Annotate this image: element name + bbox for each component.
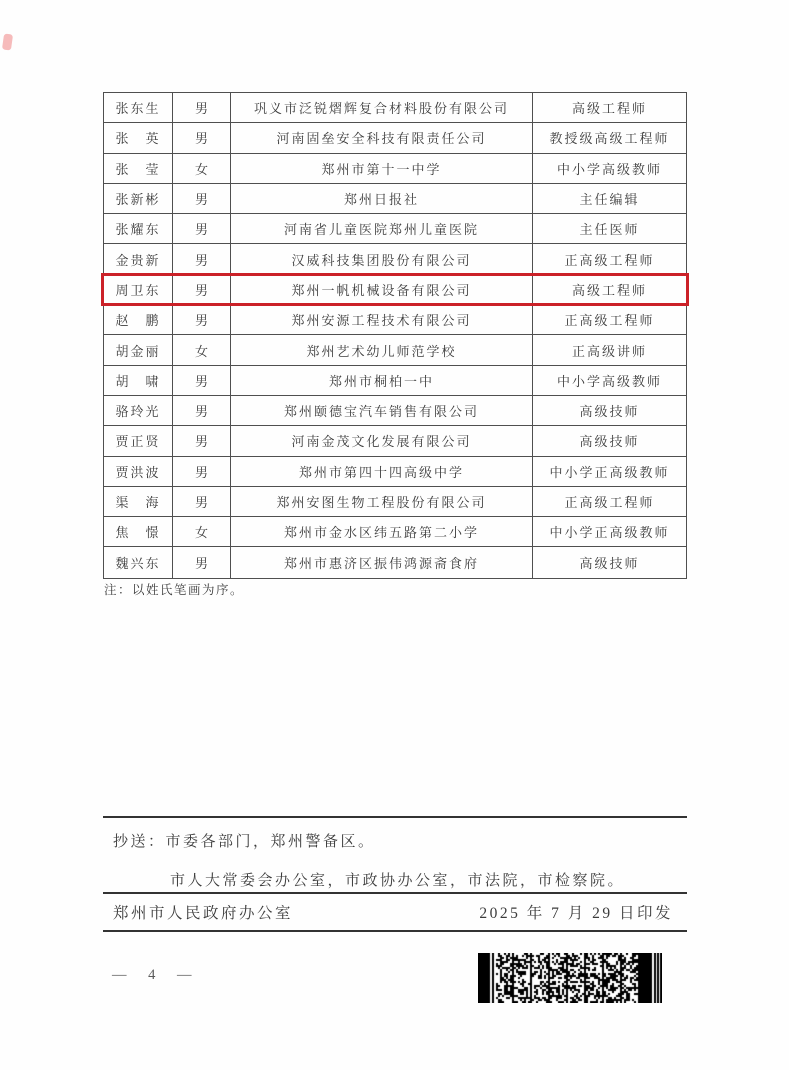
cell-name: 张耀东 [104,214,173,243]
cell-gender: 男 [173,396,231,425]
table-row [104,426,686,456]
cell-title: 高级技师 [579,556,640,572]
cell-unit: 河南固垒安全科技有限责任公司 [231,123,533,152]
cell-gender: 男 [173,214,231,243]
cell-gender: 男 [173,426,231,455]
cell-name: 张东生 [104,93,173,122]
cell-unit: 河南省儿童医院郑州儿童医院 [231,214,533,243]
cell-name: 张 莹 [104,154,173,183]
cell-unit: 郑州市桐柏一中 [231,366,533,395]
cell-name: 赵 鹏 [104,305,173,334]
cell-name: 贾洪波 [104,457,173,486]
issuer-name: 郑州市人民政府办公室 [113,905,294,922]
table-row [104,457,686,487]
cell-gender: 男 [173,93,231,122]
cell-unit: 郑州安源工程技术有限公司 [231,305,533,334]
cell-unit: 河南金茂文化发展有限公司 [231,426,533,455]
copy-to-line2: 市人大常委会办公室，市政协办公室，市法院，市检察院。 [170,873,626,889]
table-row [104,487,686,517]
cell-name: 胡金丽 [104,335,173,364]
cell-unit: 郑州市第四十四高级中学 [231,457,533,486]
cell-gender: 女 [173,335,231,364]
cell-title: 正高级工程师 [564,495,655,510]
cell-title: 高级技师 [579,434,640,450]
cell-title: 主任编辑 [579,192,640,208]
table-row [104,517,686,547]
page-number: — 4 — [112,967,201,983]
table-row [104,305,686,335]
table-row [104,184,686,214]
scan-artifact-mark [2,33,13,50]
cell-name: 金贵新 [104,244,173,273]
footer-block [103,816,687,932]
table-row [104,154,686,184]
barcode [478,953,662,1003]
table-row [104,214,686,244]
cell-title: 中小学高级教师 [556,373,662,389]
copy-to-section [103,818,687,894]
cell-gender: 男 [173,366,231,395]
cell-name: 张新彬 [104,184,173,213]
cell-gender: 男 [173,305,231,334]
cell-title: 中小学高级教师 [556,161,662,177]
cell-gender: 女 [173,517,231,546]
table-row [104,396,686,426]
cell-name: 骆玲光 [104,396,173,425]
cell-unit: 郑州颐德宝汽车销售有限公司 [231,396,533,425]
cell-gender: 男 [173,184,231,213]
cell-name: 胡 啸 [104,366,173,395]
roster-table [103,92,687,579]
copy-to-label: 抄送： [113,834,166,850]
cell-title: 正高级工程师 [564,313,655,329]
cell-title: 正高级工程师 [564,252,655,268]
table-row [104,547,686,577]
cell-unit: 郑州安图生物工程股份有限公司 [231,487,533,516]
copy-to-line1 [113,830,687,851]
cell-unit: 汉威科技集团股份有限公司 [231,244,533,273]
cell-name: 焦 憬 [104,517,173,546]
cell-gender: 男 [173,123,231,152]
cell-gender: 男 [173,457,231,486]
cell-gender: 男 [173,487,231,516]
cell-unit: 巩义市泛锐熠辉复合材料股份有限公司 [231,93,533,122]
cell-unit: 郑州市惠济区振伟鸿源斋食府 [231,547,533,577]
cell-gender: 女 [173,154,231,183]
cell-title: 中小学正高级教师 [549,464,670,480]
cell-name: 周卫东 [104,275,173,304]
table-row [104,93,686,123]
table-row [104,335,686,365]
table-row [104,366,686,396]
cell-title: 高级工程师 [571,282,647,298]
copy-to-text1: 市委各部门，郑州警备区。 [165,834,376,850]
cell-title: 中小学正高级教师 [549,525,670,541]
cell-title: 高级技师 [579,404,640,420]
cell-unit: 郑州日报社 [231,184,533,213]
table-row [104,123,686,153]
print-date: 2025 年 7 月 29 日印发 [479,905,673,922]
cell-name: 魏兴东 [104,547,173,577]
cell-name: 渠 海 [104,487,173,516]
cell-unit: 郑州一帆机械设备有限公司 [231,275,533,304]
cell-title: 正高级讲师 [571,343,647,359]
cell-name: 贾正贤 [104,426,173,455]
cell-title: 教授级高级工程师 [549,131,670,147]
cell-title: 主任医师 [579,222,640,238]
cell-gender: 男 [173,275,231,304]
table-note: 注：以姓氏笔画为序。 [104,583,245,597]
cell-name: 张 英 [104,123,173,152]
table-row [104,244,686,274]
cell-unit: 郑州艺术幼儿师范学校 [231,335,533,364]
table-row-highlighted [104,275,686,305]
issuer-row [103,894,687,932]
cell-title: 高级工程师 [571,101,647,117]
cell-unit: 郑州市金水区纬五路第二小学 [231,517,533,546]
cell-gender: 男 [173,244,231,273]
cell-unit: 郑州市第十一中学 [231,154,533,183]
cell-gender: 男 [173,547,231,577]
